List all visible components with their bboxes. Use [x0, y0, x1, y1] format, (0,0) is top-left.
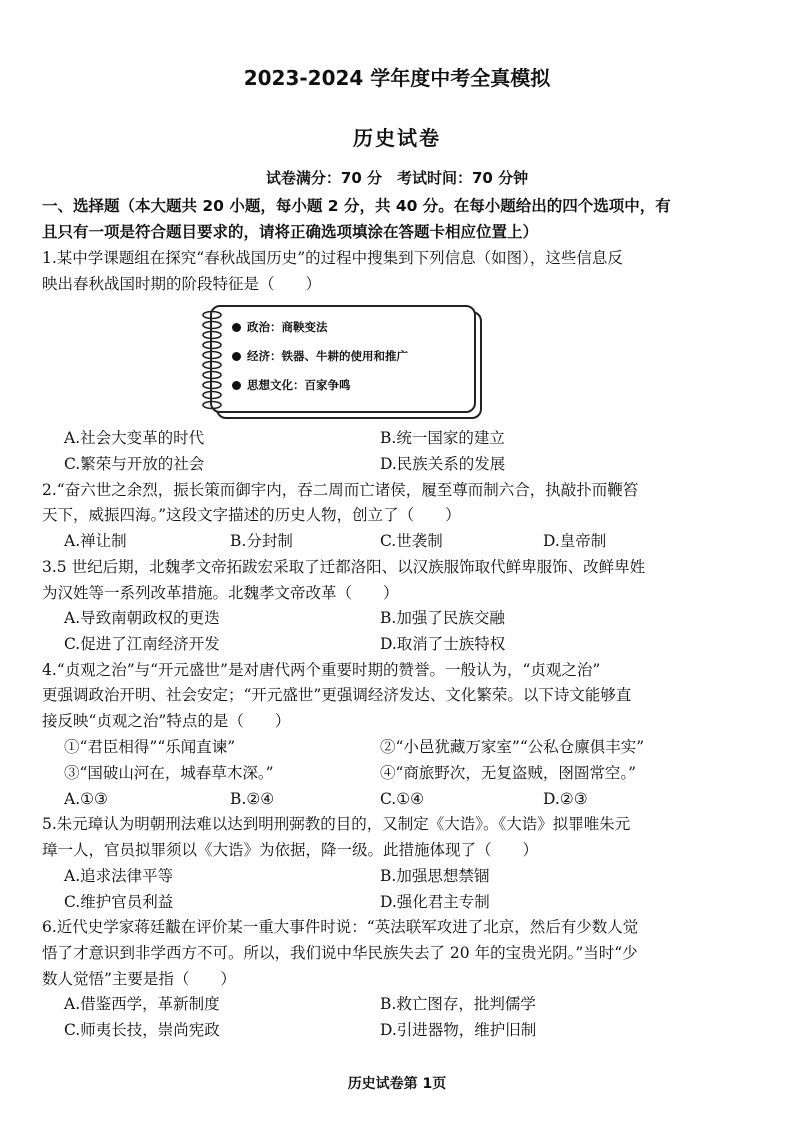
q4-poem-3: ③“国破山河在，城春草木深。” — [64, 764, 274, 782]
notebook-rings-icon — [199, 310, 225, 410]
q5-option-a: A.追求法律平等 — [64, 867, 174, 885]
q6-stem-line2: 悟了才意识到非学西方不可。所以，我们说中华民族失去了 20 年的宝贵光阴。”当时“少 — [42, 944, 638, 962]
q5-option-d: D.强化君主专制 — [380, 893, 490, 911]
q5-stem-line1: 5.朱元璋认为明朝刑法难以达到明刑弼教的目的，又制定《大诰》。《大诰》拟罪唯朱元 — [42, 815, 631, 833]
q4-poem-1: ①“君臣相得”“乐闻直谏” — [64, 738, 236, 756]
q4-stem-line1: 4.“贞观之治”与“开元盛世”是对唐代两个重要时期的赞誉。一般认为，“贞观之治” — [42, 661, 601, 679]
q1-option-a: A.社会大变革的时代 — [64, 429, 205, 447]
q3-stem-line2: 为汉姓等一系列改革措施。北魏孝文帝改革（ ） — [42, 584, 399, 602]
q6-stem-line3: 数人觉悟”主要是指（ ） — [42, 970, 236, 988]
q6-option-d: D.引进器物，维护旧制 — [380, 1021, 537, 1039]
exam-meta: 试卷满分：70 分 考试时间：70 分钟 — [265, 169, 529, 187]
q4-option-a: A.①③ — [64, 790, 108, 808]
q4-poem-2: ②“小邑犹藏万家室”“公私仓廪俱丰实” — [380, 738, 645, 756]
q2-option-a: A.禅让制 — [64, 532, 127, 550]
q4-poem-4: ④“商旅野次，无复盗贼，囹圄常空。” — [380, 764, 637, 782]
q6-option-b: B.救亡图存，批判儒学 — [380, 995, 536, 1013]
q2-option-d: D.皇帝制 — [543, 532, 607, 550]
q6-option-a: A.借鉴西学，革新制度 — [64, 995, 220, 1013]
q5-option-c: C.维护官员利益 — [64, 893, 174, 911]
exam-subtitle: 历史试卷 — [353, 126, 441, 150]
notebook-item-politics: 政治：商鞅变法 — [232, 319, 328, 335]
q1-stem-line2: 映出春秋战国时期的阶段特征是（ ） — [42, 275, 322, 293]
q4-stem-line3: 接反映“贞观之治”特点的是（ ） — [42, 712, 291, 730]
q4-stem-line2: 更强调政治开明、社会安定；“开元盛世”更强调经济发达、文化繁荣。以下诗文能够直 — [42, 686, 632, 704]
section-heading-line1: 一、选择题（本大题共 20 小题，每小题 2 分，共 40 分。在每小题给出的四个选项中，有 — [42, 197, 671, 215]
exam-title: 2023-2024 学年度中考全真模拟 — [243, 66, 551, 90]
q3-option-c: C.促进了江南经济开发 — [64, 635, 220, 653]
q1-stem-line1: 1.某中学课题组在探究“春秋战国历史”的过程中搜集到下列信息（如图），这些信息反 — [42, 249, 623, 267]
bullet-icon — [232, 352, 241, 361]
q3-option-d: D.取消了士族特权 — [380, 635, 506, 653]
notebook-item-culture: 思想文化：百家争鸣 — [232, 377, 351, 393]
q3-stem-line1: 3.5 世纪后期，北魏孝文帝拓跋宏采取了迁都洛阳、以汉族服饰取代鲜卑服饰、改鲜卑姓 — [42, 558, 646, 576]
q3-option-b: B.加强了民族交融 — [380, 609, 505, 627]
bullet-icon — [232, 381, 241, 390]
q1-option-b: B.统一国家的建立 — [380, 429, 505, 447]
q1-option-c: C.繁荣与开放的社会 — [64, 455, 205, 473]
q5-option-b: B.加强思想禁锢 — [380, 867, 490, 885]
section-heading-line2: 且只有一项是符合题目要求的，请将正确选项填涂在答题卡相应位置上） — [42, 223, 539, 241]
q2-stem-line1: 2.“奋六世之余烈，振长策而御宇内，吞二周而亡诸侯，履至尊而制六合，执敲扑而鞭笞 — [42, 481, 639, 499]
q6-option-c: C.师夷长技，崇尚宪政 — [64, 1021, 220, 1039]
q1-option-d: D.民族关系的发展 — [380, 455, 506, 473]
page-footer: 历史试卷第 1页 — [347, 1076, 447, 1092]
q2-option-b: B.分封制 — [230, 532, 293, 550]
notebook-item-economy: 经济：铁器、牛耕的使用和推广 — [232, 348, 408, 364]
q3-option-a: A.导致南朝政权的更迭 — [64, 609, 220, 627]
q4-option-b: B.②④ — [230, 790, 275, 808]
q4-option-d: D.②③ — [543, 790, 588, 808]
q6-stem-line1: 6.近代史学家蒋廷黻在评价某一重大事件时说：“英法联军攻进了北京，然后有少数人觉 — [42, 918, 639, 936]
q5-stem-line2: 璋一人，官员拟罪须以《大诰》为依据，降一级。此措施体现了（ ） — [42, 841, 539, 859]
bullet-icon — [232, 323, 241, 332]
q2-stem-line2: 天下，威振四海。”这段文字描述的历史人物，创立了（ ） — [42, 506, 461, 524]
q2-option-c: C.世袭制 — [380, 532, 443, 550]
q4-option-c: C.①④ — [380, 790, 425, 808]
